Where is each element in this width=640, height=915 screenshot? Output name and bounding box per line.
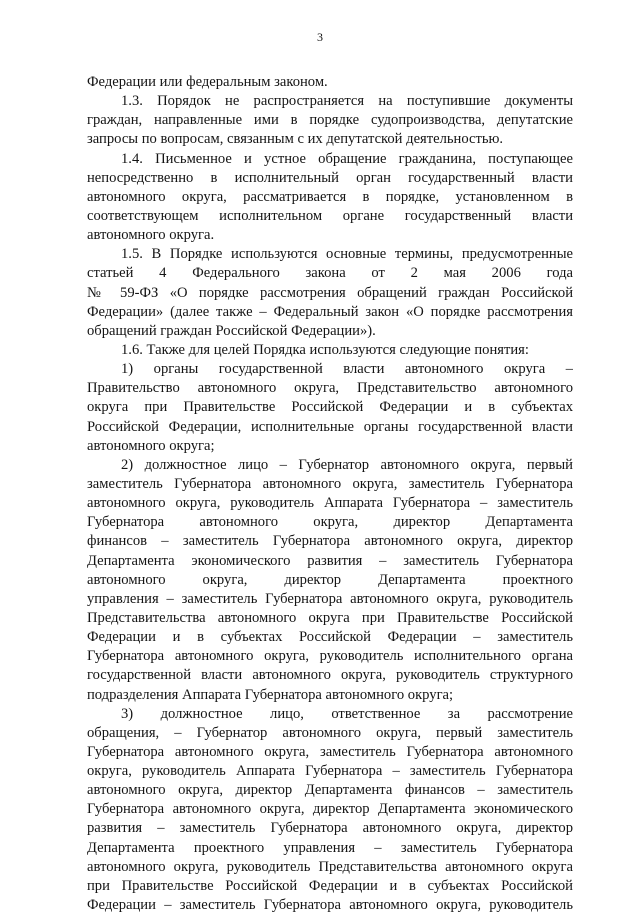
text-line: обращения, – Губернатор автономного округа, первый заместитель (87, 724, 573, 741)
text-line: Представительства автономного округа при Правительстве Российской (87, 609, 573, 626)
text-line: автономного округа, руководитель Аппарата Губернатора – заместитель (87, 495, 573, 512)
text-line: № 59-ФЗ «О порядке рассмотрения обращений граждан Российской (87, 284, 573, 301)
text-line: соответствующем исполнительном органе государственный власти (87, 207, 573, 224)
text-line: государственной власти автономного округа, руководитель структурного (87, 667, 573, 684)
text-line: 1) органы государственной власти автономного округа – (121, 361, 573, 378)
text-line: Федерации» (далее также – Федеральный закон «О порядке рассмотрения (87, 303, 573, 320)
text-line: автономного округа, директор Департамента финансов – заместитель (87, 782, 573, 799)
text-line: 1.6. Также для целей Порядка используются следующие понятия: (121, 341, 529, 358)
text-line: Губернатора автономного округа, директор Департамента экономического (87, 801, 573, 818)
text-line: автономного округа, директор Департамента проектного (87, 571, 573, 588)
text-line: 1.5. В Порядке используются основные термины, предусмотренные (121, 246, 573, 263)
text-line: управления – заместитель Губернатора автономного округа, руководитель (87, 590, 573, 607)
text-line: Департамента проектного управления – заместитель Губернатора (87, 839, 573, 856)
text-line: 1.4. Письменное и устное обращение гражданина, поступающее (121, 150, 573, 167)
text-line: автономного округа. (87, 227, 215, 244)
text-line: Федерации и в субъектах Российской Федерации – заместитель (87, 629, 573, 646)
text-line: Федерации или федеральным законом. (87, 74, 328, 90)
document-body (87, 73, 573, 915)
text-line: Департамента экономического развития – заместитель Губернатора (87, 552, 573, 569)
page-number: 3 (317, 30, 323, 44)
text-line: граждан, направленные ими в порядке судопроизводства, депутатские (87, 112, 573, 129)
text-line: запросы по вопросам, связанным с их депутатской деятельностью. (87, 131, 504, 148)
text-line: Губернатора автономного округа, руководитель исполнительного органа (87, 648, 573, 665)
text-line: округа, руководитель Аппарата Губернатора – заместитель Губернатора (87, 763, 573, 780)
text-line: статьей 4 Федерального закона от 2 мая 2006 года (87, 265, 573, 282)
text-line: автономного округа, руководитель Представительства автономного округа (87, 858, 573, 875)
text-line: финансов – заместитель Губернатора автономного округа, директор (87, 533, 573, 550)
text-line: обращений граждан Российской Федерации»). (87, 322, 376, 339)
text-line: 1.3. Порядок не распространяется на поступившие документы (121, 93, 573, 110)
text-line: непосредственно в исполнительный орган государственный власти (87, 169, 573, 186)
text-line: 3) должностное лицо, ответственное за рассмотрение (121, 705, 573, 722)
text-line: подразделения Аппарата Губернатора автономного округа; (87, 686, 454, 703)
text-line: автономного округа, рассматривается в порядке, установленном в (87, 188, 573, 205)
text-line: Губернатора автономного округа, заместитель Губернатора автономного (87, 743, 573, 760)
text-line: Федерации – заместитель Губернатора автономного округа, руководитель (87, 897, 573, 914)
text-line: 2) должностное лицо – Губернатор автономного округа, первый (121, 456, 573, 473)
text-line: Губернатора автономного округа, директор Департамента (87, 514, 573, 531)
text-line: автономного округа; (87, 437, 215, 454)
text-line: Правительство автономного округа, Представительство автономного (87, 380, 573, 397)
text-line: развития – заместитель Губернатора автономного округа, директор (87, 820, 573, 837)
text-line: Российской Федерации, исполнительные органы государственной власти (87, 418, 573, 435)
text-line: округа при Правительстве Российской Федерации и в субъектах (87, 399, 573, 416)
text-line: заместитель Губернатора автономного округа, заместитель Губернатора (87, 475, 573, 492)
text-line: при Правительстве Российской Федерации и в субъектах Российской (87, 877, 573, 894)
